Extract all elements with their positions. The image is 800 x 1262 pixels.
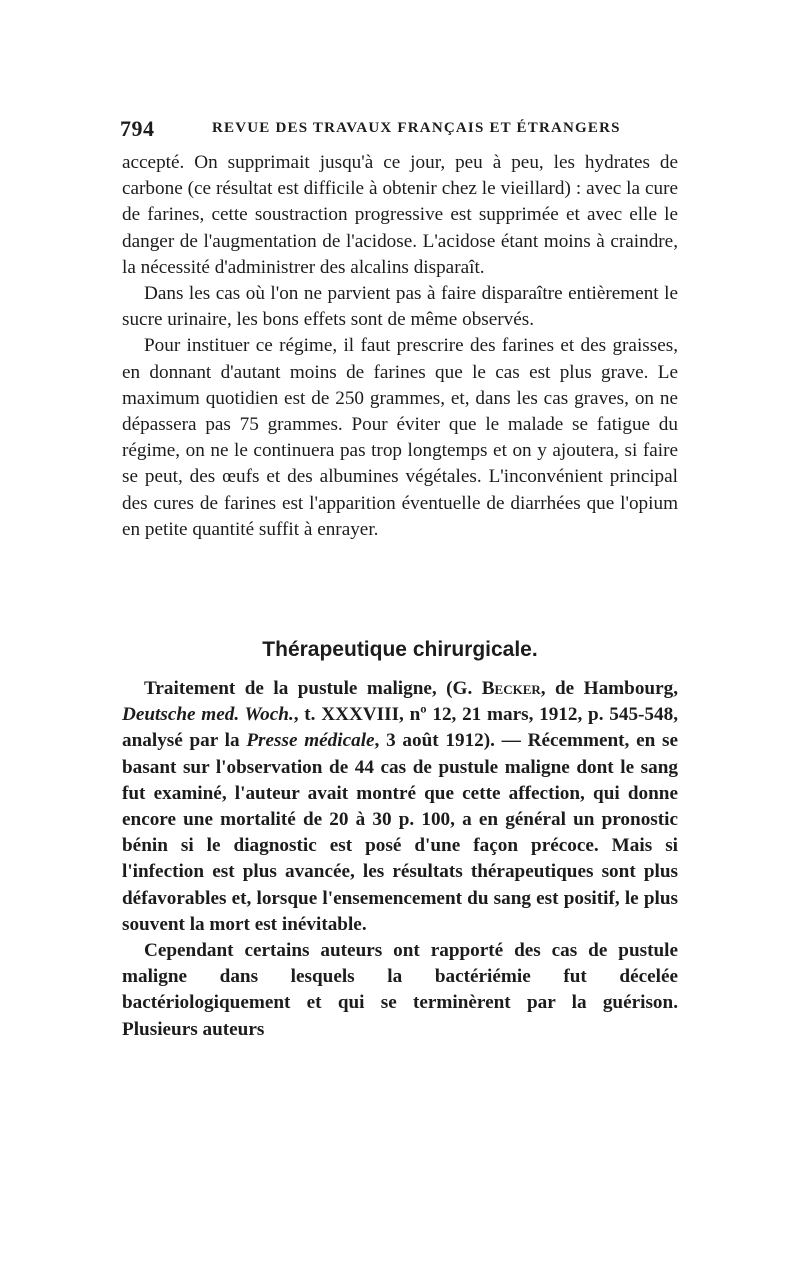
- date: , 3 août 1912).: [374, 730, 495, 752]
- author-rest: , de Hambourg,: [540, 678, 678, 699]
- article-paragraph: [122, 676, 678, 938]
- body-text-upper: [122, 150, 678, 543]
- page-number: 794: [120, 116, 155, 141]
- body-text-lower: [122, 676, 678, 1043]
- section-title: Thérapeutique chirurgicale.: [262, 638, 538, 661]
- author-name: Becker: [481, 678, 541, 699]
- paragraph: Cependant certains auteurs ont rapporté des cas de pustule maligne dans lesquels la bactériémie fut décelée bactériologiquement et qui se terminèrent par la guérison. Plusieurs auteurs: [122, 940, 678, 1040]
- reference: , t. XXXVIII, nº 12, 21 mars, 1912, p. 545-548, analysé par la: [122, 704, 679, 752]
- article-title: Traitement de la pustule maligne,: [144, 678, 437, 699]
- journal-name: Deutsche med. Woch.: [122, 704, 294, 726]
- article-text: Récemment, en se basant sur l'observation de 44 cas de pustule maligne dont le sang fut examiné, l'auteur avait montré que cette affection, qui donne encore une mortalité de 20 à 30 p. 100, a en général un pronostic bénin si le diagnostic est posé d'une façon précoce. Mais si l'infection est plus avancée, les résultats thérapeutiques sont plus défavorables et, lorsque l'ensemencement du sang est positif, le plus souvent la mort est inévitable.: [122, 730, 678, 935]
- dash: —: [494, 730, 528, 752]
- running-title: REVUE DES TRAVAUX FRANÇAIS ET ÉTRANGERS: [212, 120, 621, 136]
- paragraph: Dans les cas où l'on ne parvient pas à faire disparaître entièrement le sucre urinaire, les bons effets sont de même observés.: [122, 283, 678, 331]
- author-open: (G.: [446, 678, 482, 699]
- paragraph: accepté. On supprimait jusqu'à ce jour, peu à peu, les hydrates de carbone (ce résultat est difficile à obtenir chez le vieillard) : avec la cure de farines, cette soustraction progressive est supprimée et avec elle le danger de l'augmentation de l'acidose. L'acidose étant moins à craindre, la nécessité d'administrer des alcalins disparaît.: [122, 152, 678, 278]
- paragraph: Pour instituer ce régime, il faut prescrire des farines et des graisses, en donnant d'autant moins de farines que le cas est plus grave. Le maximum quotidien est de 250 grammes, et, dans les cas graves, on ne dépassera pas 75 grammes. Pour éviter que le malade se fatigue du régime, on ne le continuera pas trop longtemps et on y ajoutera, si faire se peut, des œufs et des albumines végétales. L'inconvénient principal des cures de farines est l'apparition éventuelle de diarrhées que l'opium en petite quantité suffit à enrayer.: [122, 335, 678, 540]
- page-header: [120, 116, 680, 146]
- review-name: Presse médicale: [246, 730, 375, 752]
